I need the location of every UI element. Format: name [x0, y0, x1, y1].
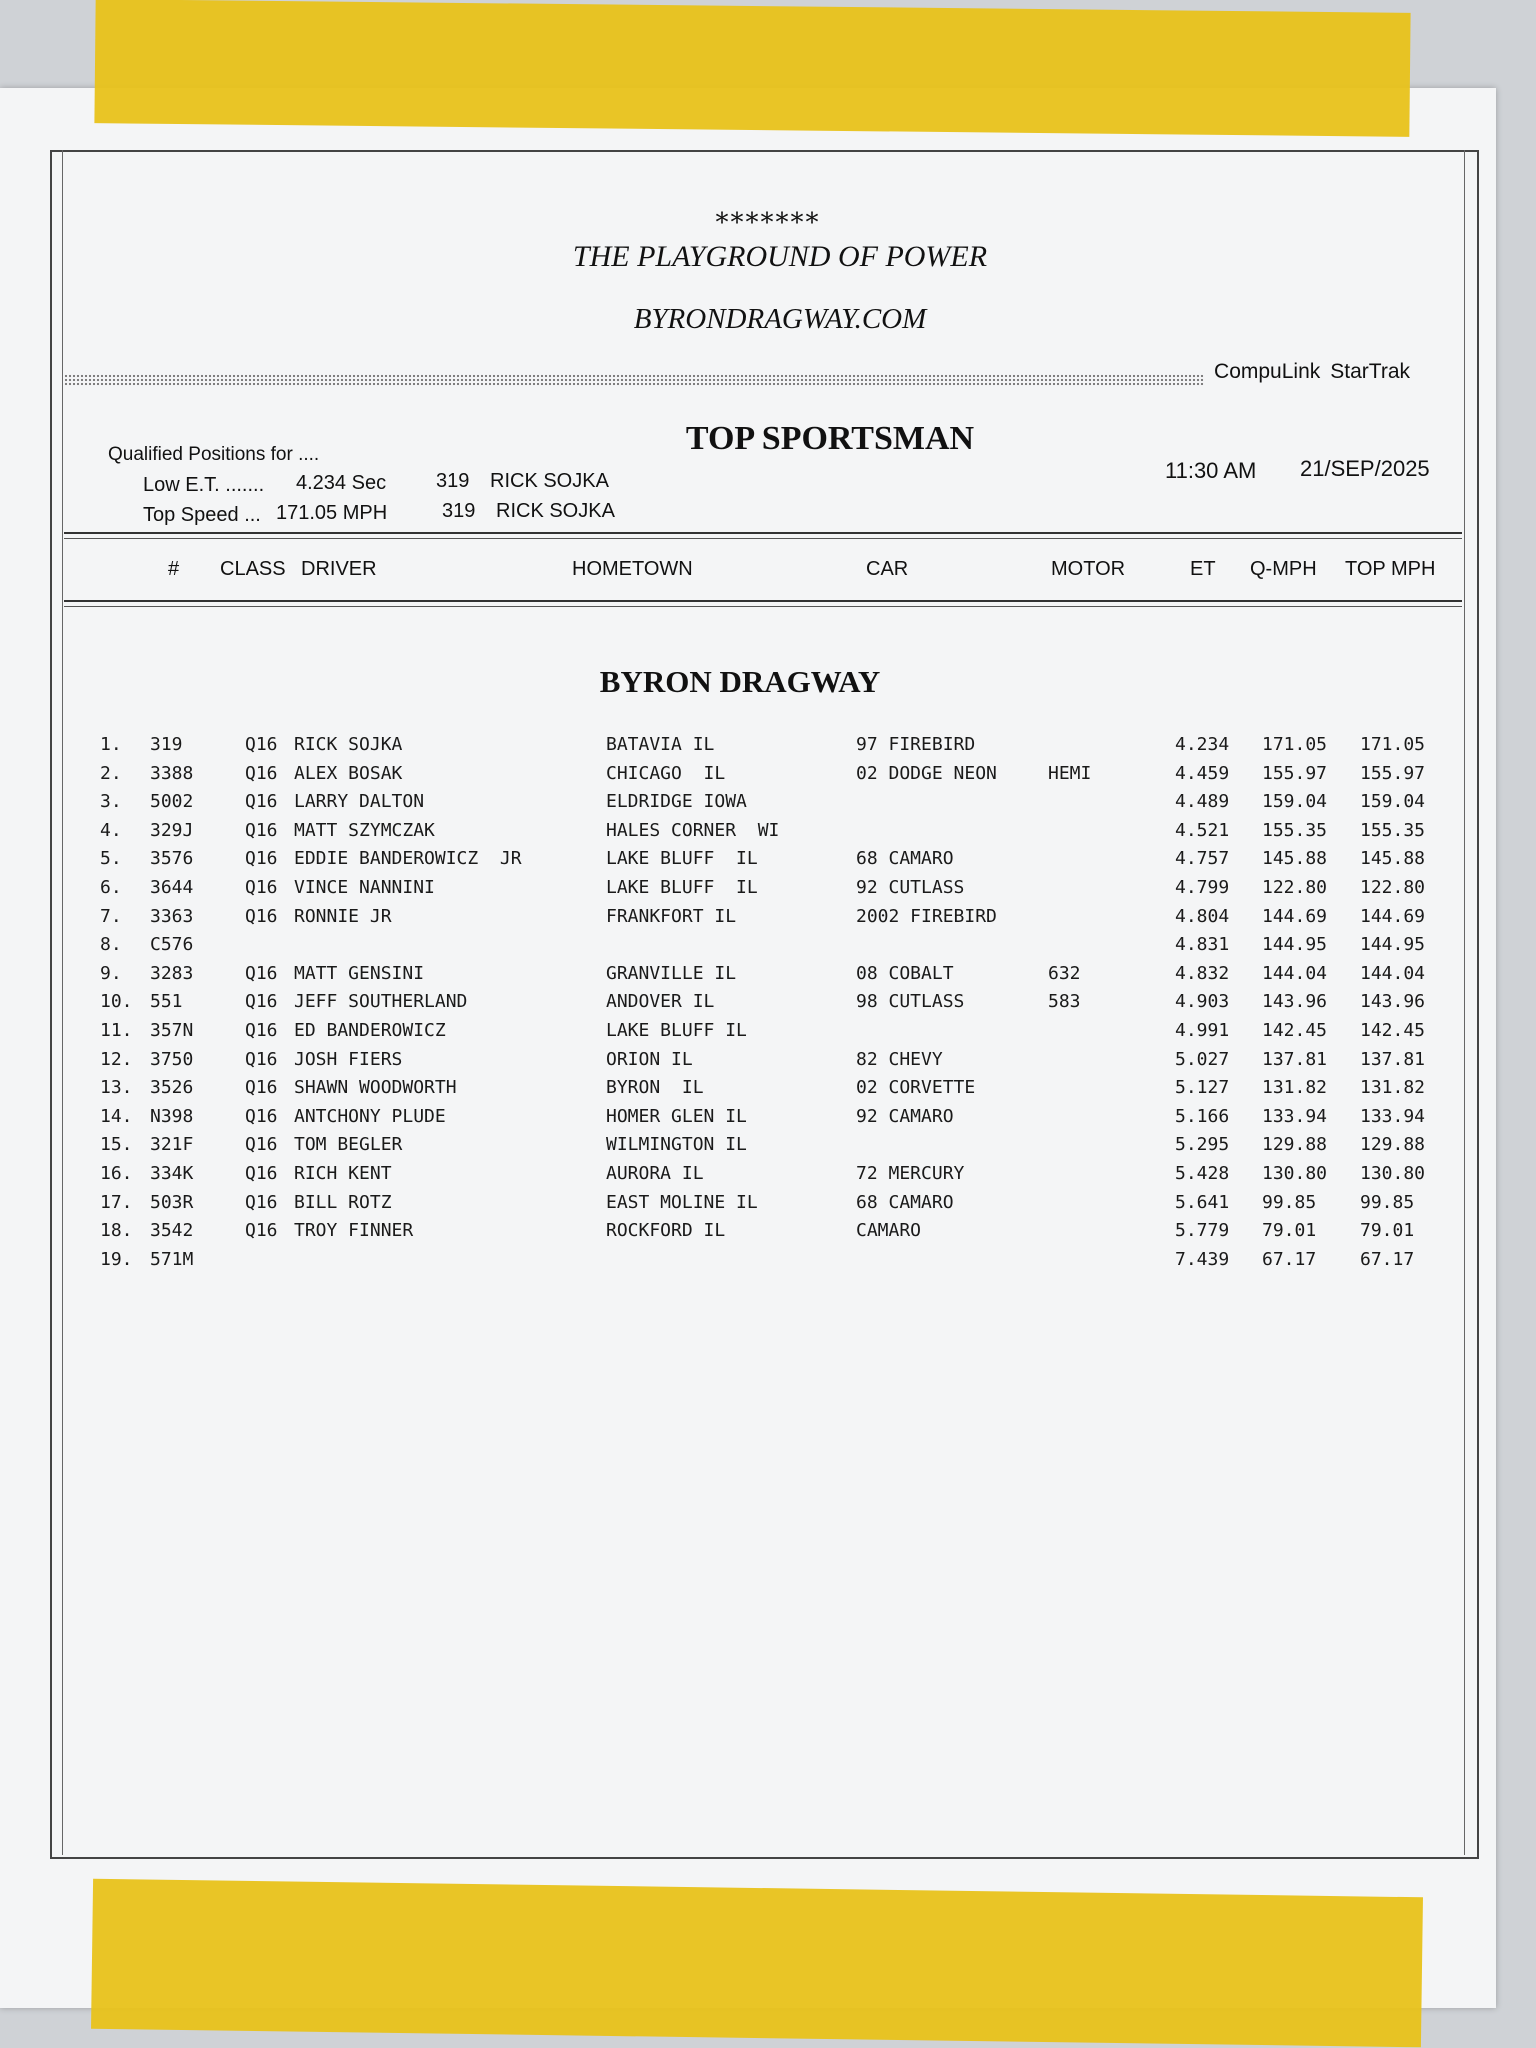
table-row: [0, 1020, 1536, 1049]
brand-startrak: StarTrak: [1330, 360, 1410, 383]
cell-motor: HEMI: [1048, 762, 1092, 784]
cell-et: 5.027: [1175, 1048, 1230, 1070]
cell-qmph: 144.95: [1262, 934, 1328, 956]
cell-et: 4.234: [1175, 734, 1230, 755]
cell-et: 4.831: [1175, 934, 1230, 956]
header-rule-bottom-thin: [64, 606, 1462, 607]
cell-qmph: 159.04: [1262, 791, 1328, 813]
col-header-topmph: TOP MPH: [1345, 558, 1436, 580]
cell-driver: LARRY DALTON: [294, 791, 425, 813]
cell-position: 17.: [100, 1191, 133, 1213]
cell-et: 4.521: [1175, 819, 1230, 841]
cell-class: Q16: [245, 1019, 278, 1041]
cell-position: 10.: [100, 991, 133, 1013]
cell-qmph: 155.35: [1262, 819, 1328, 841]
cell-et: 5.295: [1175, 1134, 1230, 1156]
cell-car-number: N398: [150, 1105, 194, 1127]
cell-class: Q16: [245, 762, 278, 784]
cell-position: 11.: [100, 1019, 133, 1041]
timing-brand: [1204, 360, 1410, 384]
col-header-car: CAR: [866, 558, 909, 580]
cell-car: 02 DODGE NEON: [856, 762, 997, 784]
cell-hometown: LAKE BLUFF IL: [606, 848, 758, 870]
cell-qmph: 155.97: [1262, 762, 1328, 784]
cell-position: 4.: [100, 819, 122, 841]
cell-car-number: C576: [150, 934, 194, 956]
cell-hometown: ELDRIDGE IOWA: [606, 791, 747, 813]
table-row: [0, 1106, 1536, 1135]
cell-qmph: 130.80: [1262, 1162, 1328, 1184]
cell-topmph: 67.17: [1360, 1248, 1415, 1270]
cell-driver: TROY FINNER: [294, 1220, 414, 1242]
cell-hometown: HOMER GLEN IL: [606, 1105, 747, 1127]
cell-car-number: 357N: [150, 1019, 194, 1041]
cell-et: 4.489: [1175, 791, 1230, 813]
cell-qmph: 142.45: [1262, 1019, 1328, 1041]
table-row: [0, 1163, 1536, 1192]
cell-et: 5.127: [1175, 1077, 1230, 1099]
cell-topmph: 144.95: [1360, 934, 1426, 956]
low-et-car: 319: [436, 470, 470, 492]
cell-et: 4.832: [1175, 962, 1230, 984]
cell-car: 08 COBALT: [856, 962, 954, 984]
header-rule-top-thin: [64, 538, 1462, 539]
table-row: [0, 1134, 1536, 1163]
cell-hometown: FRANKFORT IL: [606, 905, 737, 927]
cell-topmph: 144.69: [1360, 905, 1426, 927]
cell-qmph: 143.96: [1262, 991, 1328, 1013]
cell-car-number: 3576: [150, 848, 194, 870]
col-header-motor: MOTOR: [1051, 558, 1126, 580]
dotted-divider: [64, 374, 1204, 386]
cell-car: 2002 FIREBIRD: [856, 905, 997, 927]
cell-hometown: WILMINGTON IL: [606, 1134, 747, 1156]
cell-position: 7.: [100, 905, 122, 927]
cell-car-number: 571M: [150, 1248, 194, 1270]
cell-qmph: 131.82: [1262, 1077, 1328, 1099]
col-header-class: CLASS: [220, 558, 286, 580]
cell-topmph: 155.35: [1360, 819, 1426, 841]
brand-compulink: CompuLink: [1214, 360, 1321, 383]
cell-hometown: HALES CORNER WI: [606, 819, 780, 841]
cell-position: 2.: [100, 762, 122, 784]
cell-et: 4.991: [1175, 1019, 1230, 1041]
cell-car: CAMARO: [856, 1220, 922, 1242]
cell-qmph: 122.80: [1262, 876, 1328, 898]
col-header-qmph: Q-MPH: [1250, 558, 1317, 580]
cell-class: Q16: [245, 905, 278, 927]
cell-class: Q16: [245, 848, 278, 870]
cell-et: 4.903: [1175, 991, 1230, 1013]
cell-qmph: 67.17: [1262, 1248, 1317, 1270]
cell-topmph: 159.04: [1360, 791, 1426, 813]
cell-qmph: 133.94: [1262, 1105, 1328, 1127]
cell-class: Q16: [245, 1134, 278, 1156]
cell-driver: SHAWN WOODWORTH: [294, 1077, 457, 1099]
cell-car-number: 503R: [150, 1191, 194, 1213]
cell-class: Q16: [245, 1105, 278, 1127]
cell-et: 4.804: [1175, 905, 1230, 927]
col-header-num: #: [168, 558, 180, 580]
cell-class: Q16: [245, 1191, 278, 1213]
cell-driver: EDDIE BANDEROWICZ JR: [294, 848, 522, 870]
cell-class: Q16: [245, 1162, 278, 1184]
cell-topmph: 155.97: [1360, 762, 1426, 784]
cell-topmph: 143.96: [1360, 991, 1426, 1013]
cell-class: Q16: [245, 734, 278, 755]
cell-class: Q16: [245, 791, 278, 813]
cell-position: 9.: [100, 962, 122, 984]
cell-qmph: 145.88: [1262, 848, 1328, 870]
cell-hometown: BATAVIA IL: [606, 734, 715, 755]
cell-driver: MATT GENSINI: [294, 962, 425, 984]
header-rule-bottom: [64, 600, 1462, 602]
cell-driver: ANTCHONY PLUDE: [294, 1105, 446, 1127]
top-speed-car: 319: [442, 500, 476, 522]
cell-car-number: 3283: [150, 962, 194, 984]
cell-class: Q16: [245, 962, 278, 984]
cell-position: 16.: [100, 1162, 133, 1184]
cell-driver: RICH KENT: [294, 1162, 392, 1184]
report-date: 21/SEP/2025: [1300, 456, 1430, 481]
cell-car-number: 551: [150, 991, 183, 1013]
cell-class: Q16: [245, 876, 278, 898]
cell-hometown: ANDOVER IL: [606, 991, 715, 1013]
cell-topmph: 131.82: [1360, 1077, 1426, 1099]
cell-position: 19.: [100, 1248, 133, 1270]
tagline: THE PLAYGROUND OF POWER: [572, 240, 988, 273]
tape-top: [94, 0, 1410, 137]
cell-position: 12.: [100, 1048, 133, 1070]
cell-hometown: ROCKFORD IL: [606, 1220, 726, 1242]
cell-et: 5.428: [1175, 1162, 1230, 1184]
cell-position: 1.: [100, 734, 122, 755]
col-header-hometown: HOMETOWN: [572, 558, 693, 580]
top-speed-label: Top Speed ...: [143, 504, 261, 526]
cell-driver: VINCE NANNINI: [294, 876, 435, 898]
cell-hometown: CHICAGO IL: [606, 762, 726, 784]
cell-driver: JOSH FIERS: [294, 1048, 403, 1070]
top-speed-driver: RICK SOJKA: [496, 500, 615, 522]
cell-class: Q16: [245, 1220, 278, 1242]
cell-car-number: 3750: [150, 1048, 194, 1070]
cell-class: Q16: [245, 991, 278, 1013]
table-row: [0, 963, 1536, 992]
cell-class: Q16: [245, 819, 278, 841]
cell-topmph: 137.81: [1360, 1048, 1426, 1070]
cell-qmph: 99.85: [1262, 1191, 1317, 1213]
low-et-label: Low E.T. .......: [143, 474, 265, 496]
cell-qmph: 171.05: [1262, 734, 1328, 755]
track-title: BYRON DRAGWAY: [599, 664, 881, 699]
cell-driver: BILL ROTZ: [294, 1191, 392, 1213]
cell-class: Q16: [245, 1048, 278, 1070]
cell-class: Q16: [245, 1077, 278, 1099]
qualified-label: Qualified Positions for ....: [108, 444, 320, 465]
cell-car: 92 CUTLASS: [856, 876, 965, 898]
table-row: [0, 991, 1536, 1020]
cell-et: 4.459: [1175, 762, 1230, 784]
table-row: [0, 734, 1536, 763]
cell-topmph: 129.88: [1360, 1134, 1426, 1156]
cell-position: 6.: [100, 876, 122, 898]
cell-position: 14.: [100, 1105, 133, 1127]
cell-qmph: 137.81: [1262, 1048, 1328, 1070]
class-title: TOP SPORTSMAN: [685, 420, 975, 457]
cell-et: 5.166: [1175, 1105, 1230, 1127]
cell-et: 5.779: [1175, 1220, 1230, 1242]
cell-topmph: 145.88: [1360, 848, 1426, 870]
table-row: [0, 877, 1536, 906]
cell-car-number: 3542: [150, 1220, 194, 1242]
cell-et: 5.641: [1175, 1191, 1230, 1213]
cell-car-number: 3526: [150, 1077, 194, 1099]
header-rule-top: [64, 532, 1462, 534]
cell-car-number: 321F: [150, 1134, 194, 1156]
table-row: [0, 791, 1536, 820]
cell-driver: ED BANDEROWICZ: [294, 1019, 446, 1041]
results-table: [0, 734, 1536, 1277]
cell-motor: 583: [1048, 991, 1081, 1013]
cell-et: 7.439: [1175, 1248, 1230, 1270]
cell-qmph: 144.69: [1262, 905, 1328, 927]
table-row: [0, 763, 1536, 792]
table-row: [0, 934, 1536, 963]
col-header-driver: DRIVER: [301, 558, 377, 580]
cell-hometown: AURORA IL: [606, 1162, 704, 1184]
cell-car-number: 3363: [150, 905, 194, 927]
cell-driver: RONNIE JR: [294, 905, 392, 927]
cell-qmph: 79.01: [1262, 1220, 1317, 1242]
low-et-driver: RICK SOJKA: [490, 470, 609, 492]
cell-position: 8.: [100, 934, 122, 956]
cell-qmph: 129.88: [1262, 1134, 1328, 1156]
cell-position: 5.: [100, 848, 122, 870]
header-stars: *******: [715, 208, 821, 238]
cell-topmph: 171.05: [1360, 734, 1426, 755]
cell-hometown: GRANVILLE IL: [606, 962, 737, 984]
cell-topmph: 79.01: [1360, 1220, 1415, 1242]
cell-driver: MATT SZYMCZAK: [294, 819, 435, 841]
top-speed-value: 171.05 MPH: [276, 502, 388, 524]
cell-position: 18.: [100, 1220, 133, 1242]
cell-et: 4.799: [1175, 876, 1230, 898]
cell-car: 97 FIREBIRD: [856, 734, 976, 755]
report-time: 11:30 AM: [1165, 458, 1257, 483]
cell-qmph: 144.04: [1262, 962, 1328, 984]
cell-driver: TOM BEGLER: [294, 1134, 403, 1156]
cell-car: 68 CAMARO: [856, 1191, 954, 1213]
cell-hometown: EAST MOLINE IL: [606, 1191, 758, 1213]
cell-car-number: 319: [150, 734, 183, 755]
table-row: [0, 1249, 1536, 1278]
cell-motor: 632: [1048, 962, 1081, 984]
cell-car-number: 334K: [150, 1162, 194, 1184]
cell-driver: RICK SOJKA: [294, 734, 403, 755]
cell-car-number: 329J: [150, 819, 194, 841]
cell-topmph: 142.45: [1360, 1019, 1426, 1041]
cell-hometown: ORION IL: [606, 1048, 693, 1070]
table-row: [0, 820, 1536, 849]
cell-topmph: 130.80: [1360, 1162, 1426, 1184]
cell-position: 3.: [100, 791, 122, 813]
cell-position: 15.: [100, 1134, 133, 1156]
cell-car: 68 CAMARO: [856, 848, 954, 870]
cell-car-number: 5002: [150, 791, 194, 813]
cell-car: 98 CUTLASS: [856, 991, 965, 1013]
table-row: [0, 848, 1536, 877]
table-row: [0, 1077, 1536, 1106]
cell-position: 13.: [100, 1077, 133, 1099]
low-et-value: 4.234 Sec: [296, 472, 387, 494]
table-row: [0, 1192, 1536, 1221]
tape-bottom: [91, 1879, 1423, 2048]
table-row: [0, 1049, 1536, 1078]
col-header-et: ET: [1190, 558, 1216, 580]
cell-driver: JEFF SOUTHERLAND: [294, 991, 468, 1013]
cell-topmph: 144.04: [1360, 962, 1426, 984]
table-row: [0, 906, 1536, 935]
cell-car: 82 CHEVY: [856, 1048, 943, 1070]
cell-hometown: LAKE BLUFF IL: [606, 876, 758, 898]
cell-topmph: 133.94: [1360, 1105, 1426, 1127]
cell-car: 02 CORVETTE: [856, 1077, 976, 1099]
cell-et: 4.757: [1175, 848, 1230, 870]
cell-driver: ALEX BOSAK: [294, 762, 403, 784]
cell-hometown: BYRON IL: [606, 1077, 704, 1099]
website: BYRONDRAGWAY.COM: [633, 303, 927, 335]
cell-hometown: LAKE BLUFF IL: [606, 1019, 747, 1041]
cell-car-number: 3644: [150, 876, 194, 898]
cell-topmph: 99.85: [1360, 1191, 1415, 1213]
table-row: [0, 1220, 1536, 1249]
cell-car: 72 MERCURY: [856, 1162, 965, 1184]
cell-topmph: 122.80: [1360, 876, 1426, 898]
cell-car: 92 CAMARO: [856, 1105, 954, 1127]
cell-car-number: 3388: [150, 762, 194, 784]
